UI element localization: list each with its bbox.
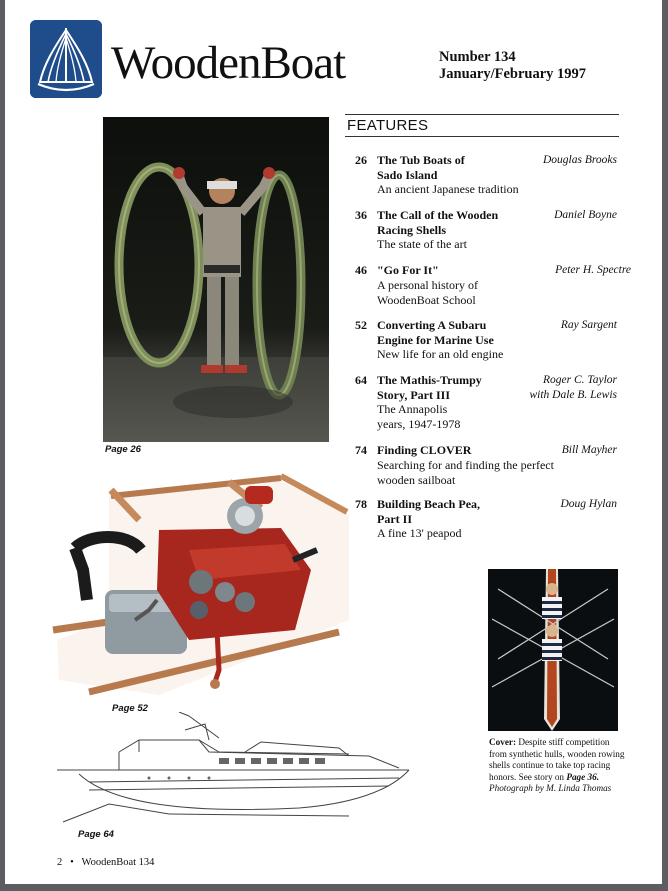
feature-author: Douglas Brooks — [542, 154, 617, 166]
issue-info — [439, 49, 586, 83]
cover-caption — [489, 737, 629, 795]
brand-title: WoodenBoat — [111, 37, 346, 89]
yacht-drawing — [49, 712, 419, 824]
feature-author: Daniel Boyne — [554, 209, 617, 221]
cover-photo — [488, 569, 618, 731]
feature-subtitle: A fine 13' peapod — [377, 526, 462, 540]
feature-author: Peter H. Spectre — [555, 264, 631, 276]
feature-coauthor: with Dale B. Lewis — [529, 389, 617, 401]
issue-number: Number 134 — [439, 49, 516, 65]
feature-author: Doug Hylan — [560, 498, 617, 510]
cover-label: Cover: — [489, 737, 517, 747]
feature-page-number: 46 — [355, 263, 367, 277]
engine-illustration — [49, 470, 349, 700]
footer-bullet: • — [70, 857, 74, 868]
feature-title: The Call of the Wooden Racing Shells — [377, 208, 499, 237]
feature-subtitle: The state of the art — [377, 237, 467, 251]
page-footer — [57, 857, 154, 868]
cover-page-ref[interactable]: Page 36. — [566, 771, 599, 782]
footer-page-number: 2 — [57, 857, 63, 868]
feature-entry[interactable] — [355, 208, 645, 250]
feature-entry[interactable] — [355, 153, 645, 195]
feature-author: Roger C. Taylor — [542, 374, 617, 386]
feature-subtitle: Searching for and finding the perfect wooden sailboat — [377, 458, 554, 487]
feature-author: Ray Sargent — [560, 319, 617, 331]
feature-title: "Go For It" — [377, 263, 439, 277]
cover-credit: Photograph by M. Linda Thomas — [489, 783, 612, 794]
engine-caption: Page 52 — [112, 703, 148, 714]
feature-entry[interactable] — [355, 497, 645, 539]
feature-page-number: 26 — [355, 153, 367, 167]
feature-entry[interactable] — [355, 263, 645, 305]
footer-issue: WoodenBoat 134 — [81, 857, 155, 868]
feature-subtitle: New life for an old engine — [377, 347, 504, 361]
feature-title: Finding CLOVER — [377, 443, 472, 457]
feature-entry[interactable] — [355, 373, 645, 431]
feature-entry[interactable] — [355, 443, 645, 485]
feature-subtitle: A personal history of WoodenBoat School — [377, 278, 478, 307]
feature-page-number: 36 — [355, 208, 367, 222]
feature-title: Building Beach Pea, Part II — [377, 497, 481, 526]
feature-page-number: 74 — [355, 443, 367, 457]
cover-text: Despite stiff competition from synthetic hulls, wooden rowing shells continue to take top racing honors. See story on — [489, 737, 625, 782]
woodenboat-logo — [30, 20, 102, 98]
features-rule — [345, 136, 619, 137]
feature-page-number: 78 — [355, 497, 367, 511]
issue-date: January/February 1997 — [439, 66, 587, 82]
tub-boat-photo — [103, 117, 329, 442]
feature-author: Bill Mayher — [561, 444, 617, 456]
feature-title: The Tub Boats of Sado Island — [377, 153, 465, 182]
feature-page-number: 64 — [355, 373, 367, 387]
feature-subtitle: The Annapolis years, 1947-1978 — [377, 402, 461, 431]
feature-page-number: 52 — [355, 318, 367, 332]
feature-subtitle: An ancient Japanese tradition — [377, 182, 519, 196]
yacht-caption: Page 64 — [78, 829, 114, 840]
page — [5, 0, 662, 884]
feature-title: Converting A Subaru Engine for Marine Use — [377, 318, 494, 347]
feature-entry[interactable] — [355, 318, 645, 360]
features-heading: FEATURES — [347, 117, 429, 134]
tub-caption: Page 26 — [105, 444, 141, 455]
feature-title: The Mathis-Trumpy Story, Part III — [377, 373, 482, 402]
features-top-rule — [345, 114, 619, 115]
